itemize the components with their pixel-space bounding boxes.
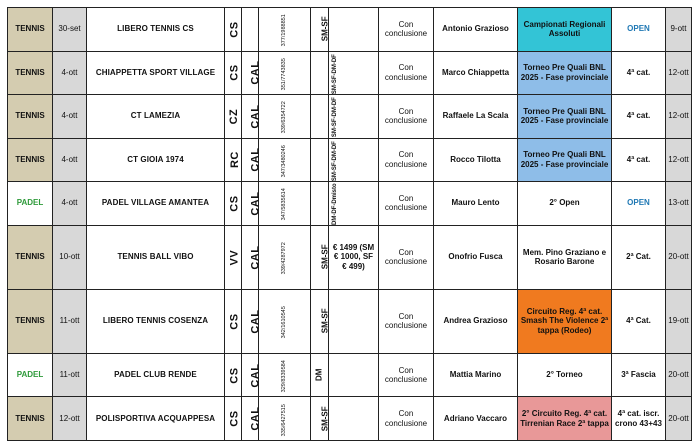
start-date-cell: 30-set	[53, 8, 87, 52]
region-cell: CAL	[242, 182, 259, 226]
referee-cell: Onofrio Fusca	[434, 225, 518, 289]
club-name-cell: CT GIOIA 1974	[87, 138, 225, 182]
sport-cell: TENNIS	[8, 397, 53, 441]
table-row	[8, 51, 692, 95]
start-date-cell: 12-ott	[53, 397, 87, 441]
categories-cell: SM-SF	[311, 289, 329, 353]
sport-cell: TENNIS	[8, 225, 53, 289]
region-cell: CAL	[242, 289, 259, 353]
province-cell: CS	[225, 397, 242, 441]
start-date-cell: 4-ott	[53, 51, 87, 95]
phone-cell: 347/3480246	[259, 138, 311, 182]
event-name-cell: Circuito Reg. 4ª cat. Smash The Violence 2ª tappa (Rodeo)	[518, 289, 612, 353]
level-cell: 3ª Fascia	[612, 353, 666, 397]
club-name-cell: PADEL VILLAGE AMANTEA	[87, 182, 225, 226]
table-row	[8, 397, 692, 441]
referee-cell: Mauro Lento	[434, 182, 518, 226]
region-cell: CAL	[242, 353, 259, 397]
sport-cell: TENNIS	[8, 95, 53, 139]
end-date-cell: 20-ott	[666, 225, 692, 289]
mode-cell: Con conclusione	[379, 95, 434, 139]
club-name-cell: CHIAPPETTA SPORT VILLAGE	[87, 51, 225, 95]
referee-cell: Rocco Tilotta	[434, 138, 518, 182]
level-cell: 2ª Cat.	[612, 225, 666, 289]
region-cell: CAL	[242, 225, 259, 289]
phone-cell: 347/5835614	[259, 182, 311, 226]
table-row	[8, 138, 692, 182]
start-date-cell: 11-ott	[53, 289, 87, 353]
mode-cell: Con conclusione	[379, 182, 434, 226]
prize-fee-cell	[329, 397, 379, 441]
categories-cell: DM-DF-Dmisto	[311, 182, 329, 226]
mode-cell: Con conclusione	[379, 51, 434, 95]
categories-cell: SM-SF-DM-DF	[311, 95, 329, 139]
phone-cell: 329/8339584	[259, 353, 311, 397]
end-date-cell: 12-ott	[666, 138, 692, 182]
region-cell: CAL	[242, 138, 259, 182]
club-name-cell: CT LAMEZIA	[87, 95, 225, 139]
event-name-cell: 2° Torneo	[518, 353, 612, 397]
region-cell: CAL	[242, 397, 259, 441]
start-date-cell: 4-ott	[53, 182, 87, 226]
table-row	[8, 353, 692, 397]
province-cell: CS	[225, 353, 242, 397]
club-name-cell: LIBERO TENNIS COSENZA	[87, 289, 225, 353]
province-cell: CS	[225, 182, 242, 226]
province-cell: CS	[225, 51, 242, 95]
end-date-cell: 19-ott	[666, 289, 692, 353]
prize-fee-cell: € 1499 (SM € 1000, SF € 499)	[329, 225, 379, 289]
prize-fee-cell	[329, 8, 379, 52]
event-name-cell: Torneo Pre Quali BNL 2025 - Fase provinciale	[518, 95, 612, 139]
table-row	[8, 8, 692, 52]
club-name-cell: TENNIS BALL VIBO	[87, 225, 225, 289]
end-date-cell: 20-ott	[666, 397, 692, 441]
level-cell: OPEN	[612, 182, 666, 226]
start-date-cell: 11-ott	[53, 353, 87, 397]
event-name-cell: Torneo Pre Quali BNL 2025 - Fase provinciale	[518, 138, 612, 182]
province-cell: RC	[225, 138, 242, 182]
tournament-calendar-table	[7, 7, 692, 441]
prize-fee-cell	[329, 289, 379, 353]
referee-cell: Andrea Grazioso	[434, 289, 518, 353]
mode-cell: Con conclusione	[379, 225, 434, 289]
phone-cell: 339/4287972	[259, 225, 311, 289]
province-cell: CZ	[225, 95, 242, 139]
start-date-cell: 4-ott	[53, 138, 87, 182]
region-cell: CAL	[242, 51, 259, 95]
end-date-cell: 9-ott	[666, 8, 692, 52]
table-row	[8, 182, 692, 226]
region-cell	[242, 8, 259, 52]
level-cell: 4ª cat.	[612, 95, 666, 139]
mode-cell: Con conclusione	[379, 8, 434, 52]
end-date-cell: 12-ott	[666, 95, 692, 139]
categories-cell: SM-SF-DM-DF	[311, 138, 329, 182]
prize-fee-cell	[329, 353, 379, 397]
categories-cell: SM-SF	[311, 397, 329, 441]
referee-cell: Adriano Vaccaro	[434, 397, 518, 441]
end-date-cell: 20-ott	[666, 353, 692, 397]
table-row	[8, 289, 692, 353]
referee-cell: Marco Chiappetta	[434, 51, 518, 95]
phone-cell: 351/7743835	[259, 51, 311, 95]
province-cell: VV	[225, 225, 242, 289]
phone-cell: 342/1610545	[259, 289, 311, 353]
club-name-cell: POLISPORTIVA ACQUAPPESA	[87, 397, 225, 441]
sport-cell: TENNIS	[8, 8, 53, 52]
phone-cell: 377/1988851	[259, 8, 311, 52]
categories-cell: SM-SF	[311, 225, 329, 289]
club-name-cell: LIBERO TENNIS CS	[87, 8, 225, 52]
referee-cell: Raffaele La Scala	[434, 95, 518, 139]
sport-cell: TENNIS	[8, 289, 53, 353]
referee-cell: Antonio Grazioso	[434, 8, 518, 52]
level-cell: OPEN	[612, 8, 666, 52]
sport-cell: TENNIS	[8, 138, 53, 182]
phone-cell: 335/6427515	[259, 397, 311, 441]
event-name-cell: Torneo Pre Quali BNL 2025 - Fase provinciale	[518, 51, 612, 95]
event-name-cell: 2° Circuito Reg. 4ª cat. Tirrenian Race 2ª tappa	[518, 397, 612, 441]
start-date-cell: 10-ott	[53, 225, 87, 289]
mode-cell: Con conclusione	[379, 289, 434, 353]
sport-cell: PADEL	[8, 353, 53, 397]
mode-cell: Con conclusione	[379, 138, 434, 182]
referee-cell: Mattia Marino	[434, 353, 518, 397]
event-name-cell: 2° Open	[518, 182, 612, 226]
province-cell: CS	[225, 8, 242, 52]
start-date-cell: 4-ott	[53, 95, 87, 139]
end-date-cell: 13-ott	[666, 182, 692, 226]
province-cell: CS	[225, 289, 242, 353]
sport-cell: PADEL	[8, 182, 53, 226]
table-row	[8, 225, 692, 289]
categories-cell: DM	[311, 353, 329, 397]
level-cell: 4ª cat. iscr. crono 43+43	[612, 397, 666, 441]
phone-cell: 339/6354722	[259, 95, 311, 139]
mode-cell: Con conclusione	[379, 353, 434, 397]
categories-cell: SM-SF-DM-DF	[311, 51, 329, 95]
sport-cell: TENNIS	[8, 51, 53, 95]
club-name-cell: PADEL CLUB RENDE	[87, 353, 225, 397]
level-cell: 4ª cat.	[612, 51, 666, 95]
level-cell: 4ª Cat.	[612, 289, 666, 353]
event-name-cell: Mem. Pino Graziano e Rosario Barone	[518, 225, 612, 289]
level-cell: 4ª cat.	[612, 138, 666, 182]
categories-cell: SM-SF	[311, 8, 329, 52]
event-name-cell: Campionati Regionali Assoluti	[518, 8, 612, 52]
table-row	[8, 95, 692, 139]
end-date-cell: 12-ott	[666, 51, 692, 95]
region-cell: CAL	[242, 95, 259, 139]
mode-cell: Con conclusione	[379, 397, 434, 441]
